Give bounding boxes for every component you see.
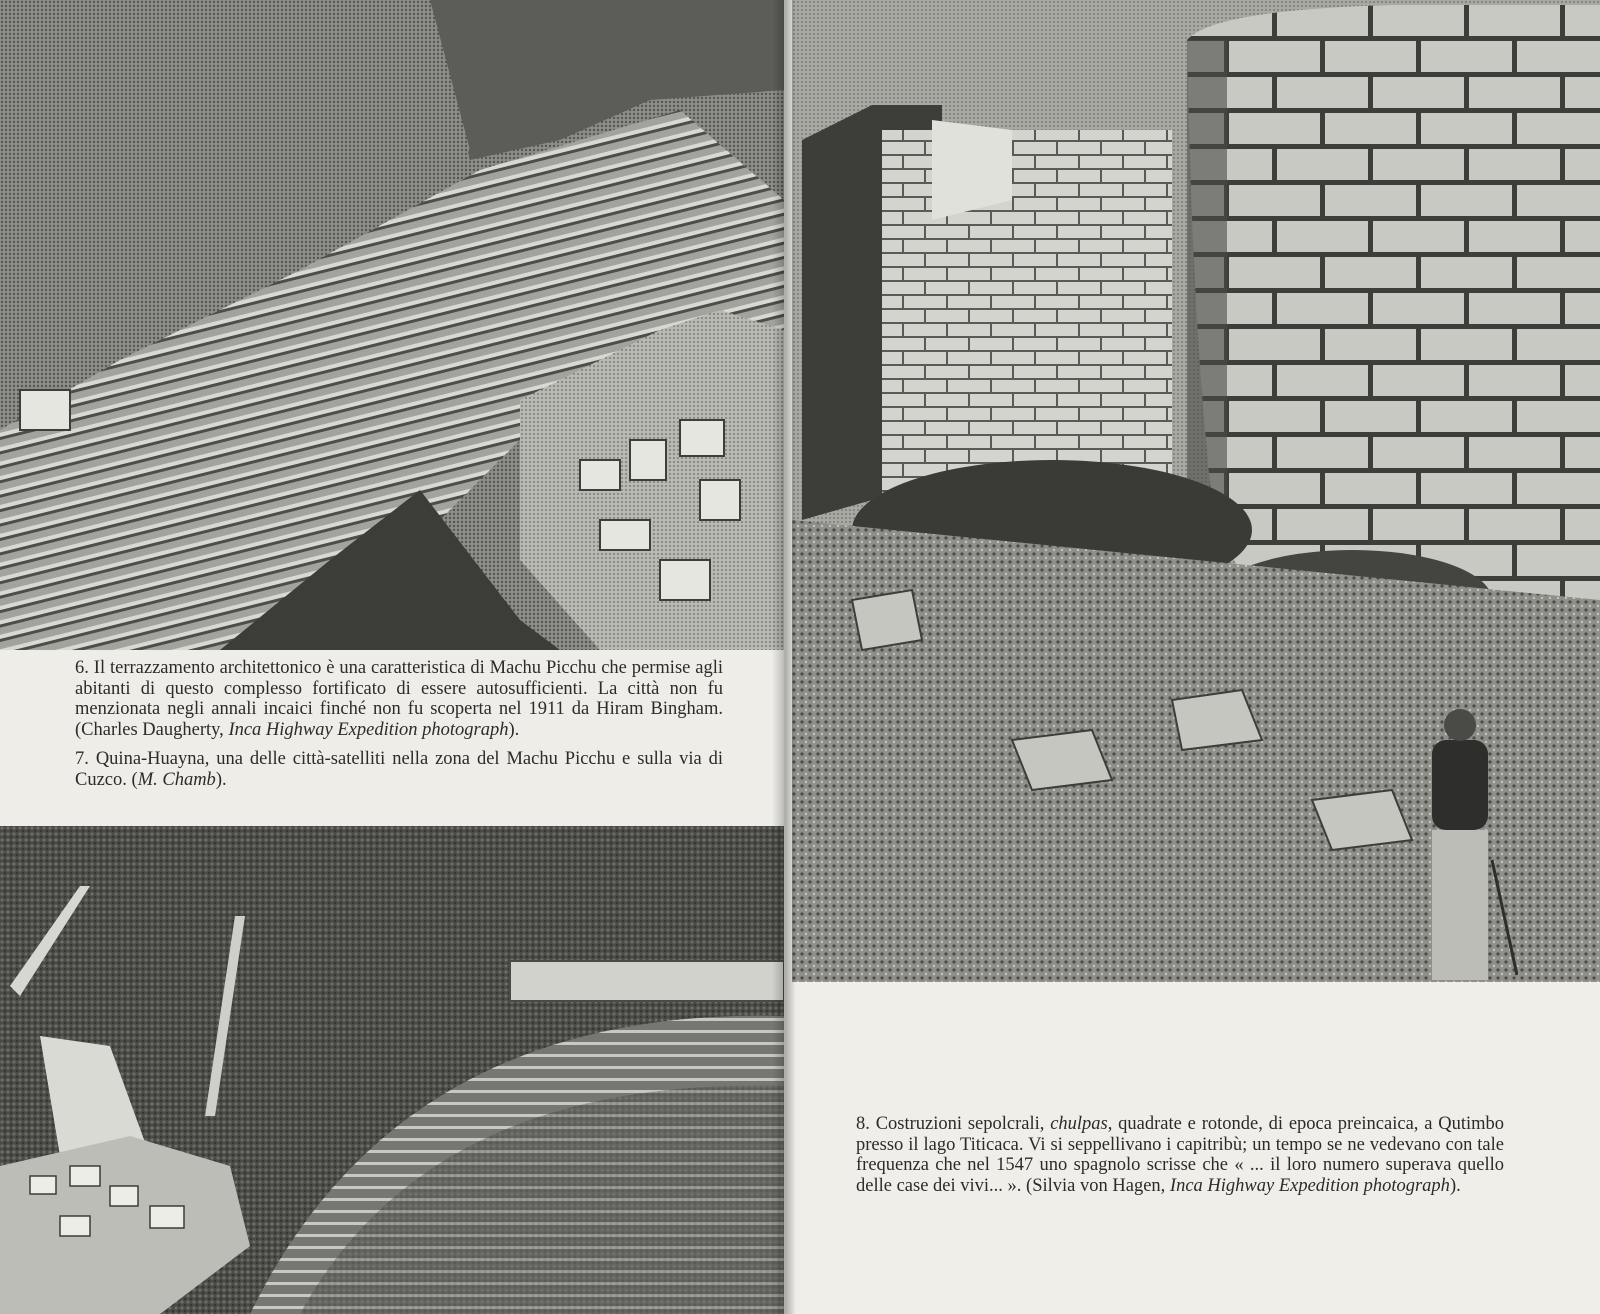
caption-6-credit: Inca Highway Expedition photograph xyxy=(228,719,509,740)
caption-8-end: ). xyxy=(1449,1175,1461,1196)
photo-quina-huayna xyxy=(0,826,784,1314)
caption-block-8 xyxy=(856,1114,1504,1205)
chulpas-illustration xyxy=(792,0,1600,982)
caption-6-text: Il terrazzamento architettonico è una caratteristica di Machu Picchu che permise agli abitanti di questo complesso fortificato di essere autosufficienti. La città non fu menzionata negli annali incaici finché non fu scoperta nel 1911 da Hiram Bingham. (Charles Daugherty, xyxy=(75,658,723,740)
caption-8 xyxy=(856,1114,1504,1196)
terraces-illustration xyxy=(0,0,784,650)
photo-machu-picchu-terraces xyxy=(0,0,784,650)
caption-8-text-a: Costruzioni sepolcrali, xyxy=(875,1114,1051,1134)
caption-6-number: 6. xyxy=(75,658,89,678)
caption-8-term: chulpas xyxy=(1050,1114,1108,1134)
caption-7-end: ). xyxy=(215,769,227,790)
right-page xyxy=(786,0,1600,1314)
left-page xyxy=(0,0,784,1314)
caption-8-text-b: , quadrate e rotonde, di epoca preincaica, a Qutimbo presso il lago Titicaca. Vi si seppellivano i capitribù; un tempo se ne vedevano con tale frequenza che nel 1547 uno spagnolo scrisse che « ... il loro numero superava quello delle case dei vivi... ». (Silvia von Hagen, xyxy=(856,1114,1505,1196)
caption-7-number: 7. xyxy=(75,749,89,769)
caption-8-number: 8. xyxy=(856,1114,870,1134)
caption-6-end: ). xyxy=(508,719,520,740)
caption-8-credit: Inca Highway Expedition photograph xyxy=(1169,1175,1450,1196)
caption-7-credit: M. Chamb xyxy=(137,769,216,790)
caption-block-6-7 xyxy=(75,658,723,799)
caption-7-text: Quina-Huayna, una delle città-satelliti nella zona del Machu Picchu e sulla via di Cuzco. ( xyxy=(75,749,724,790)
caption-6 xyxy=(75,658,723,740)
caption-7 xyxy=(75,749,723,790)
photo-chulpas-qutimbo xyxy=(792,0,1600,982)
quina-huayna-illustration xyxy=(0,826,784,1314)
